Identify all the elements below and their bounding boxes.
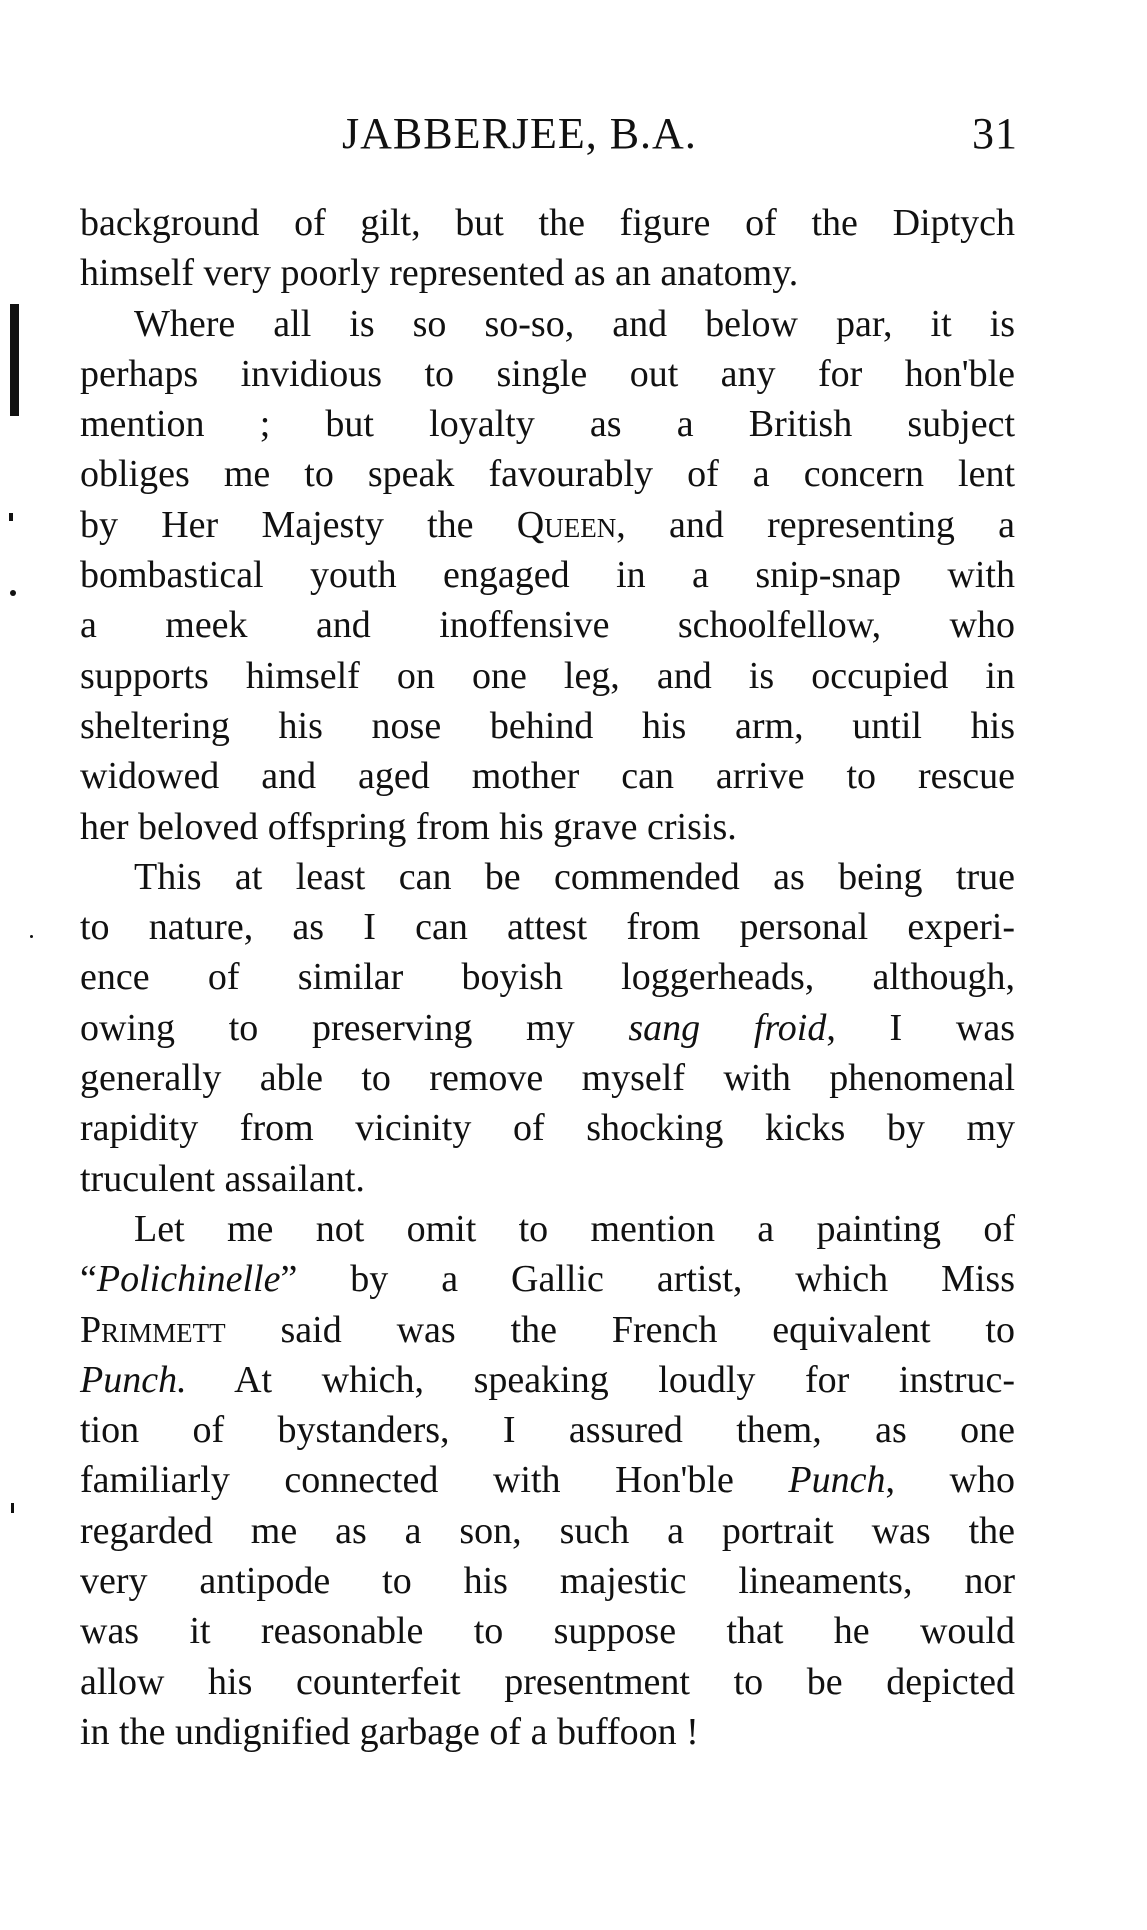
text-line xyxy=(80,1254,1015,1304)
margin-ink-mark xyxy=(30,935,33,938)
primmett-smallcaps: rimmett xyxy=(101,1308,226,1351)
text-line: Where all is so so-so, and below par, it is xyxy=(134,302,1015,345)
text-run: owing to preserving my xyxy=(80,1006,629,1049)
text-run: , I was xyxy=(826,1006,1015,1049)
text-run: , and representing a xyxy=(616,503,1016,546)
text-line: This at least can be commended as being true xyxy=(134,855,1015,898)
text-run: At which, speaking loudly for instruc- xyxy=(186,1358,1015,1401)
text-line: was it reasonable to suppose that he would xyxy=(80,1610,1015,1653)
text-line: perhaps invidious to single out any for hon'ble xyxy=(80,352,1015,395)
running-title: JABBERJEE, B.A. xyxy=(342,109,697,158)
body-text xyxy=(80,198,1015,1757)
text-run: P xyxy=(80,1308,102,1351)
text-line xyxy=(80,500,1015,550)
polichinelle-italic: Polichinelle xyxy=(96,1258,281,1301)
punch-italic: Punch xyxy=(788,1459,886,1502)
text-line: tion of bystanders, I assured them, as one xyxy=(80,1409,1015,1452)
text-line: allow his counterfeit presentment to be depicted xyxy=(80,1660,1015,1703)
text-line: widowed and aged mother can arrive to rescue xyxy=(80,755,1015,798)
punch-italic: Punch. xyxy=(80,1358,187,1401)
text-line: her beloved offspring from his grave crisis. xyxy=(80,805,737,848)
text-line: obliges me to speak favourably of a concern lent xyxy=(80,453,1015,496)
text-line: himself very poorly represented as an anatomy. xyxy=(80,252,799,295)
text-line xyxy=(80,1355,1015,1405)
text-line xyxy=(80,1455,1015,1505)
sang-froid-italic: sang froid xyxy=(628,1006,827,1049)
text-line xyxy=(80,1003,1015,1053)
text-line: truculent assailant. xyxy=(80,1157,365,1200)
text-run: ” by a Gallic artist, which Miss xyxy=(280,1258,1015,1301)
text-line: very antipode to his majestic lineaments, nor xyxy=(80,1560,1015,1603)
text-run: said was the French equivalent to xyxy=(225,1308,1015,1351)
margin-ink-mark xyxy=(10,590,16,596)
text-run: by Her Majesty the xyxy=(80,503,517,546)
margin-ink-mark xyxy=(11,1503,14,1513)
text-line: generally able to remove myself with phenomenal xyxy=(80,1057,1015,1100)
page-number: 31 xyxy=(972,109,1018,158)
text-line: Let me not omit to mention a painting of xyxy=(134,1207,1015,1250)
text-line: mention ; but loyalty as a British subject xyxy=(80,403,1015,446)
text-line xyxy=(80,1305,1015,1355)
text-line: regarded me as a son, such a portrait was the xyxy=(80,1509,1015,1552)
text-run: “ xyxy=(80,1258,97,1301)
text-line: sheltering his nose behind his arm, until his xyxy=(80,704,1015,747)
text-line: ence of similar boyish loggerheads, although, xyxy=(80,956,1015,999)
margin-ink-mark xyxy=(9,513,13,521)
text-line: bombastical youth engaged in a snip-snap with xyxy=(80,554,1015,597)
text-line: to nature, as I can attest from personal experi- xyxy=(80,906,1015,949)
text-line: background of gilt, but the figure of the Diptych xyxy=(80,202,1015,244)
queen-smallcaps: Queen xyxy=(516,503,617,546)
text-run: familiarly connected with Hon'ble xyxy=(80,1459,789,1502)
running-head xyxy=(80,104,1018,164)
text-line: in the undignified garbage of a buffoon ! xyxy=(80,1710,699,1753)
text-run: , who xyxy=(885,1459,1015,1502)
text-line: supports himself on one leg, and is occupied in xyxy=(80,654,1015,697)
text-line: a meek and inoffensive schoolfellow, who xyxy=(80,604,1015,647)
margin-ink-mark xyxy=(10,304,19,416)
text-line: rapidity from vicinity of shocking kicks by my xyxy=(80,1107,1015,1150)
